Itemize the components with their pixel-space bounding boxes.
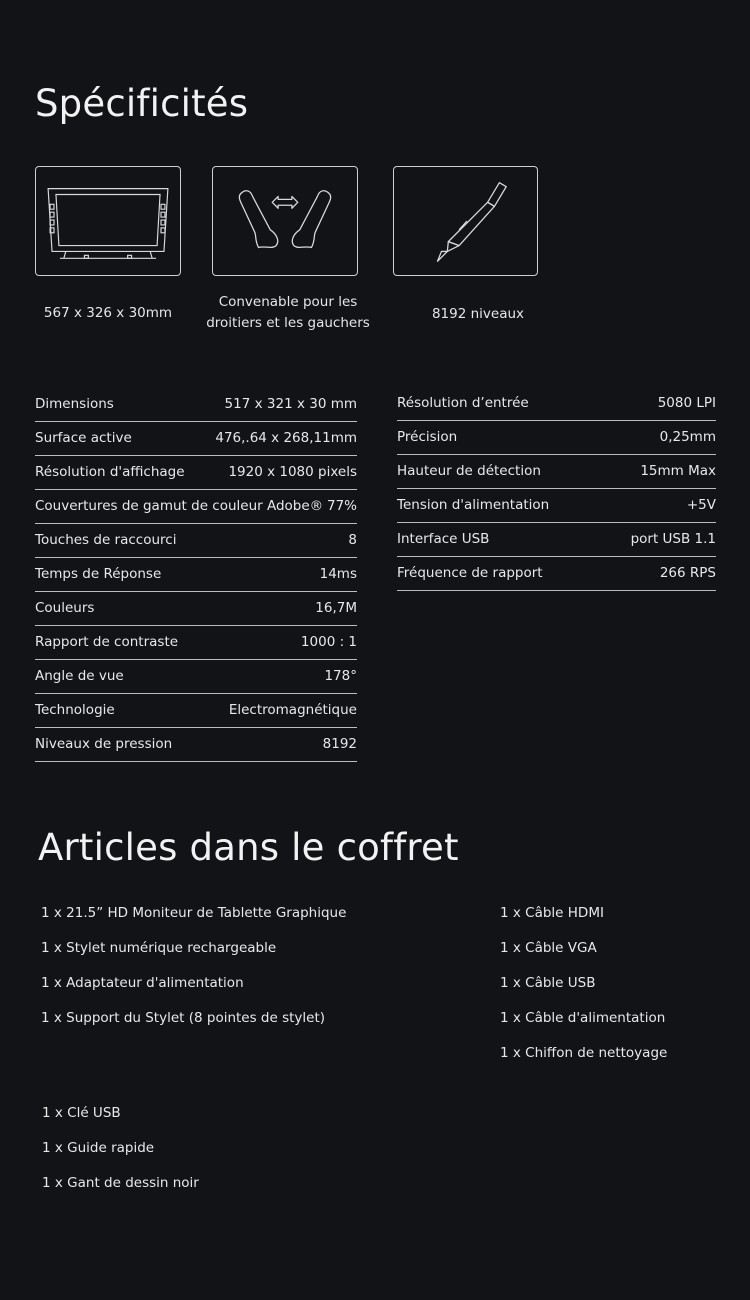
spec-value: 8192	[322, 735, 357, 752]
spec-value: 517 x 321 x 30 mm	[224, 395, 357, 412]
spec-value: 0,25mm	[659, 428, 716, 445]
spec-row	[35, 660, 357, 694]
spec-value: 15mm Max	[640, 462, 716, 479]
spec-label: Résolution d’entrée	[397, 394, 529, 411]
spec-value: 476,.64 x 268,11mm	[215, 429, 357, 446]
stylus-pen-icon	[394, 167, 537, 275]
spec-row	[397, 489, 716, 523]
spec-row	[35, 558, 357, 592]
spec-value: 178°	[324, 667, 357, 684]
spec-value: 266 RPS	[659, 564, 716, 581]
monitor-feature-box	[35, 166, 181, 276]
hands-caption-line2: droitiers et les gauchers	[206, 315, 370, 331]
left-right-hands-icon	[213, 167, 357, 275]
hands-caption	[196, 292, 380, 334]
list-item: 1 x Câble HDMI	[500, 905, 604, 921]
spec-value: 1000 : 1	[300, 633, 357, 650]
spec-row	[35, 422, 357, 456]
spec-label: Temps de Réponse	[35, 565, 162, 582]
spec-value: +5V	[686, 496, 716, 513]
list-item: 1 x Câble VGA	[500, 940, 597, 956]
spec-row	[397, 455, 716, 489]
specs-title: Spécificités	[35, 82, 249, 125]
spec-row	[35, 524, 357, 558]
monitor-caption: 567 x 326 x 30mm	[43, 305, 173, 321]
spec-row	[35, 728, 357, 762]
pen-specs-table	[397, 387, 716, 591]
spec-row	[397, 421, 716, 455]
spec-value: 16,7M	[315, 599, 357, 616]
spec-label: Touches de raccourci	[35, 531, 177, 548]
spec-label: Angle de vue	[35, 667, 124, 684]
list-item: 1 x Clé USB	[42, 1105, 121, 1121]
spec-label: Dimensions	[35, 395, 114, 412]
spec-row	[35, 388, 357, 422]
list-item: 1 x Câble USB	[500, 975, 596, 991]
spec-label: Interface USB	[397, 530, 490, 547]
spec-value: 14ms	[319, 565, 357, 582]
spec-value: 5080 LPI	[657, 394, 716, 411]
spec-label: Résolution d'affichage	[35, 463, 185, 480]
list-item: 1 x Câble d'alimentation	[500, 1010, 666, 1026]
spec-label: Tension d'alimentation	[397, 496, 550, 513]
hands-caption-line1: Convenable pour les	[218, 294, 358, 310]
spec-label: Couleurs	[35, 599, 95, 616]
spec-row	[397, 523, 716, 557]
list-item: 1 x Adaptateur d'alimentation	[41, 975, 244, 991]
spec-label: Technologie	[35, 701, 115, 718]
list-item: 1 x Chiffon de nettoyage	[500, 1045, 668, 1061]
spec-label: Couvertures de gamut de couleur Adobe®	[35, 497, 324, 514]
list-item: 1 x Gant de dessin noir	[42, 1175, 199, 1191]
list-item: 1 x 21.5” HD Moniteur de Tablette Graphique	[41, 905, 347, 921]
list-item: 1 x Support du Stylet (8 pointes de stylet)	[41, 1010, 326, 1026]
spec-label: Fréquence de rapport	[397, 564, 543, 581]
box-contents-title: Articles dans le coffret	[38, 826, 459, 869]
spec-label: Rapport de contraste	[35, 633, 179, 650]
spec-row	[35, 456, 357, 490]
spec-label: Surface active	[35, 429, 132, 446]
spec-label: Hauteur de détection	[397, 462, 541, 479]
monitor-icon	[36, 167, 180, 275]
spec-value: Electromagnétique	[228, 701, 357, 718]
spec-value: 77%	[326, 497, 357, 514]
list-item: 1 x Stylet numérique rechargeable	[41, 940, 277, 956]
display-specs-table	[35, 388, 357, 762]
spec-label: Niveaux de pression	[35, 735, 173, 752]
spec-row	[35, 694, 357, 728]
spec-row	[397, 387, 716, 421]
hands-feature-box	[212, 166, 358, 276]
spec-row	[35, 490, 357, 524]
pen-feature-box	[393, 166, 538, 276]
spec-row	[35, 592, 357, 626]
spec-value: 8	[348, 531, 357, 548]
spec-value: port USB 1.1	[630, 530, 716, 547]
spec-value: 1920 x 1080 pixels	[228, 463, 357, 480]
pen-caption: 8192 niveaux	[431, 306, 525, 322]
list-item: 1 x Guide rapide	[42, 1140, 155, 1156]
spec-label: Précision	[397, 428, 458, 445]
spec-row	[397, 557, 716, 591]
spec-row	[35, 626, 357, 660]
